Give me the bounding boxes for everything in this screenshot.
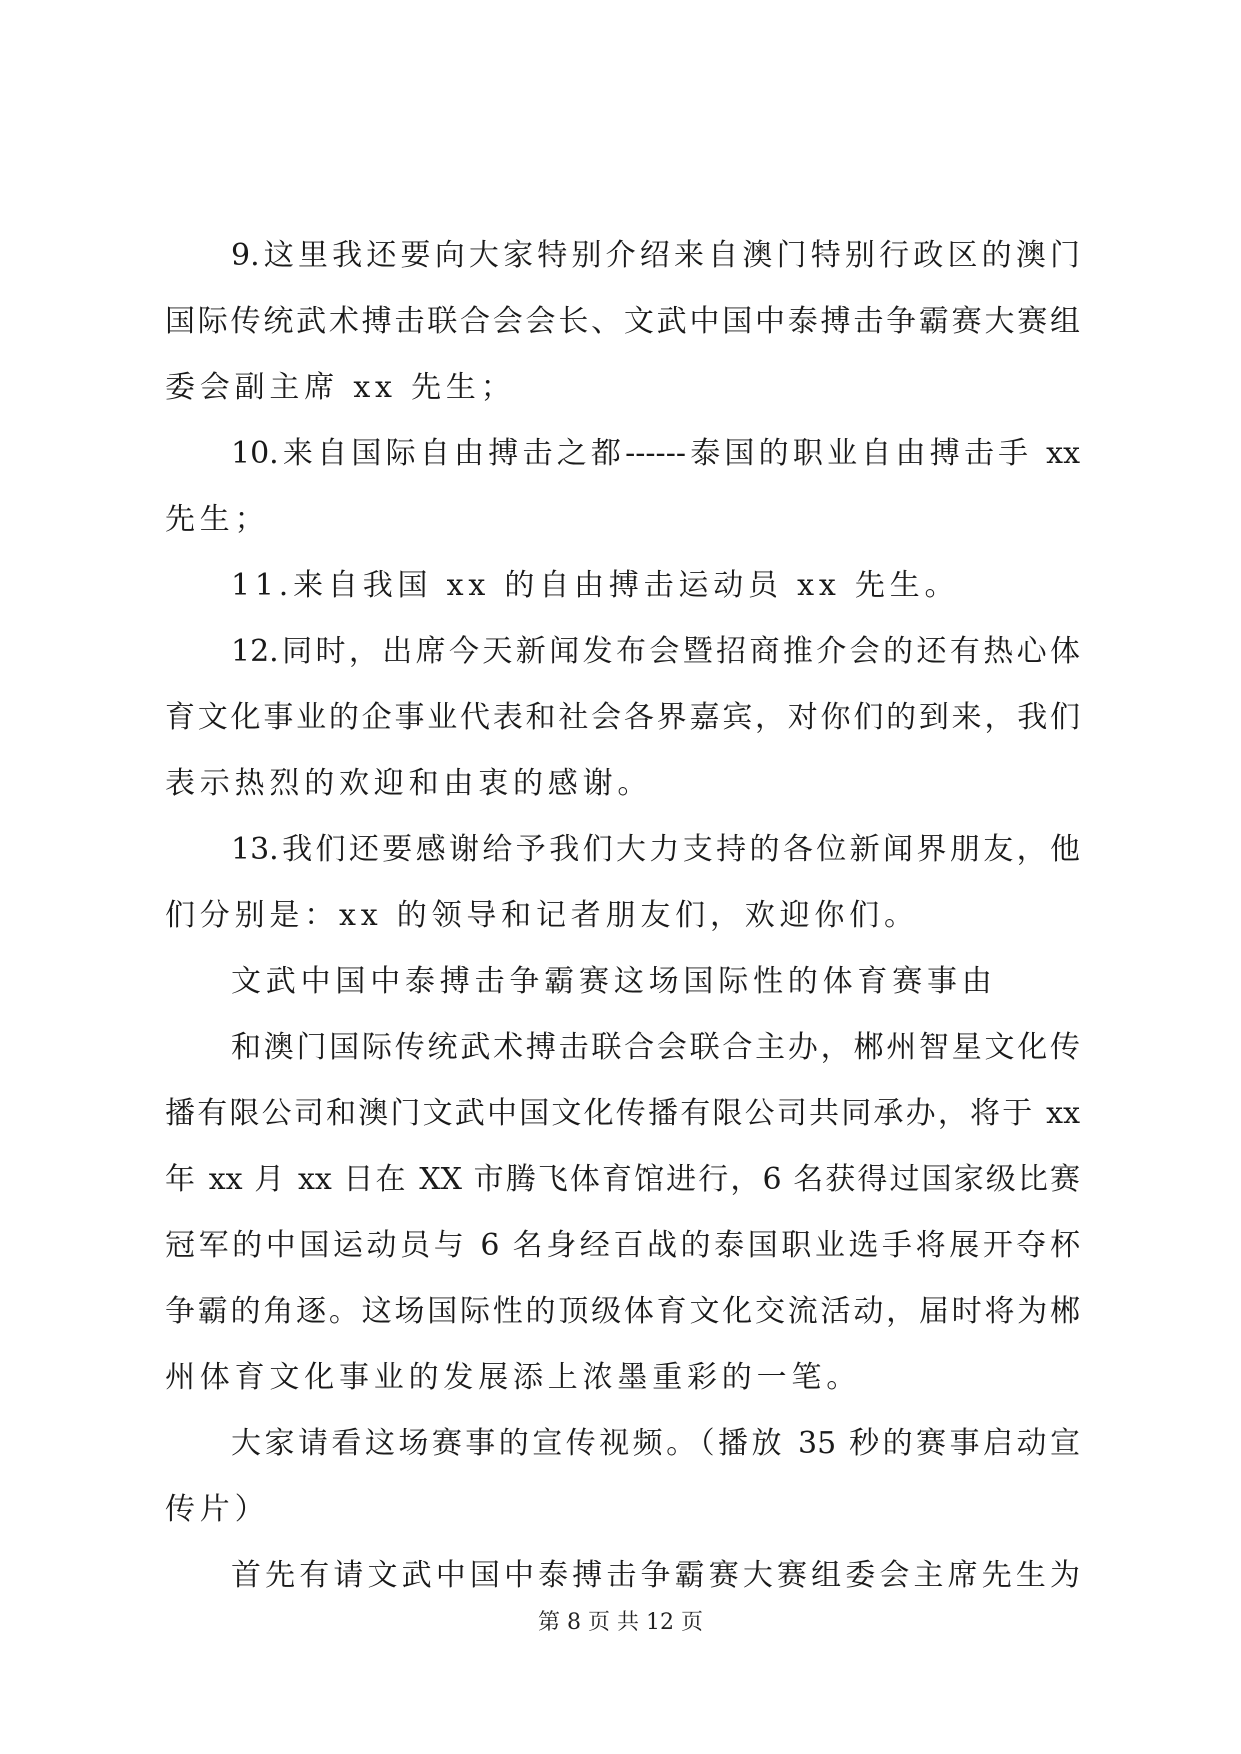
paragraph-line: 大家请看这场赛事的宣传视频。（播放 35 秒的赛事启动宣 xyxy=(231,1426,1080,1461)
paragraph-line: 们分别是：xx 的领导和记者朋友们，欢迎你们。 xyxy=(165,898,919,933)
paragraph-line: 争霸的角逐。这场国际性的顶级体育文化交流活动，届时将为郴 xyxy=(165,1294,1080,1329)
paragraph-line: 12.同时，出席今天新闻发布会暨招商推介会的还有热心体 xyxy=(231,634,1080,669)
paragraph-line: 年 xx 月 xx 日在 XX 市腾飞体育馆进行，6 名获得过国家级比赛 xyxy=(165,1162,1080,1197)
paragraph-line: 国际传统武术搏击联合会会长、文武中国中泰搏击争霸赛大赛组 xyxy=(165,304,1080,339)
paragraph-line: 11.来自我国 xx 的自由搏击运动员 xx 先生。 xyxy=(231,568,960,603)
paragraph-line: 9.这里我还要向大家特别介绍来自澳门特别行政区的澳门 xyxy=(231,238,1080,273)
paragraph-line: 州体育文化事业的发展添上浓墨重彩的一笔。 xyxy=(165,1360,861,1395)
paragraph-line: 13.我们还要感谢给予我们大力支持的各位新闻界朋友，他 xyxy=(231,832,1080,867)
paragraph-line: 传片） xyxy=(165,1492,270,1527)
page-number-footer: 第 8 页 共 12 页 xyxy=(538,1610,703,1635)
paragraph-line: 文武中国中泰搏击争霸赛这场国际性的体育赛事由 xyxy=(231,964,997,999)
paragraph-line: 育文化事业的企事业代表和社会各界嘉宾，对你们的到来，我们 xyxy=(165,700,1080,735)
paragraph-line: 和澳门国际传统武术搏击联合会联合主办，郴州智星文化传 xyxy=(231,1030,1080,1065)
paragraph-line: 委会副主席 xx 先生； xyxy=(165,370,516,405)
paragraph-line: 先生； xyxy=(165,502,270,537)
paragraph-line: 播有限公司和澳门文武中国文化传播有限公司共同承办，将于 xx xyxy=(165,1096,1080,1131)
paragraph-line: 首先有请文武中国中泰搏击争霸赛大赛组委会主席先生为 xyxy=(231,1558,1080,1593)
paragraph-line: 表示热烈的欢迎和由衷的感谢。 xyxy=(165,766,653,801)
paragraph-line: 冠军的中国运动员与 6 名身经百战的泰国职业选手将展开夺杯 xyxy=(165,1228,1080,1263)
paragraph-line: 10.来自国际自由搏击之都------泰国的职业自由搏击手 xx xyxy=(231,436,1080,471)
